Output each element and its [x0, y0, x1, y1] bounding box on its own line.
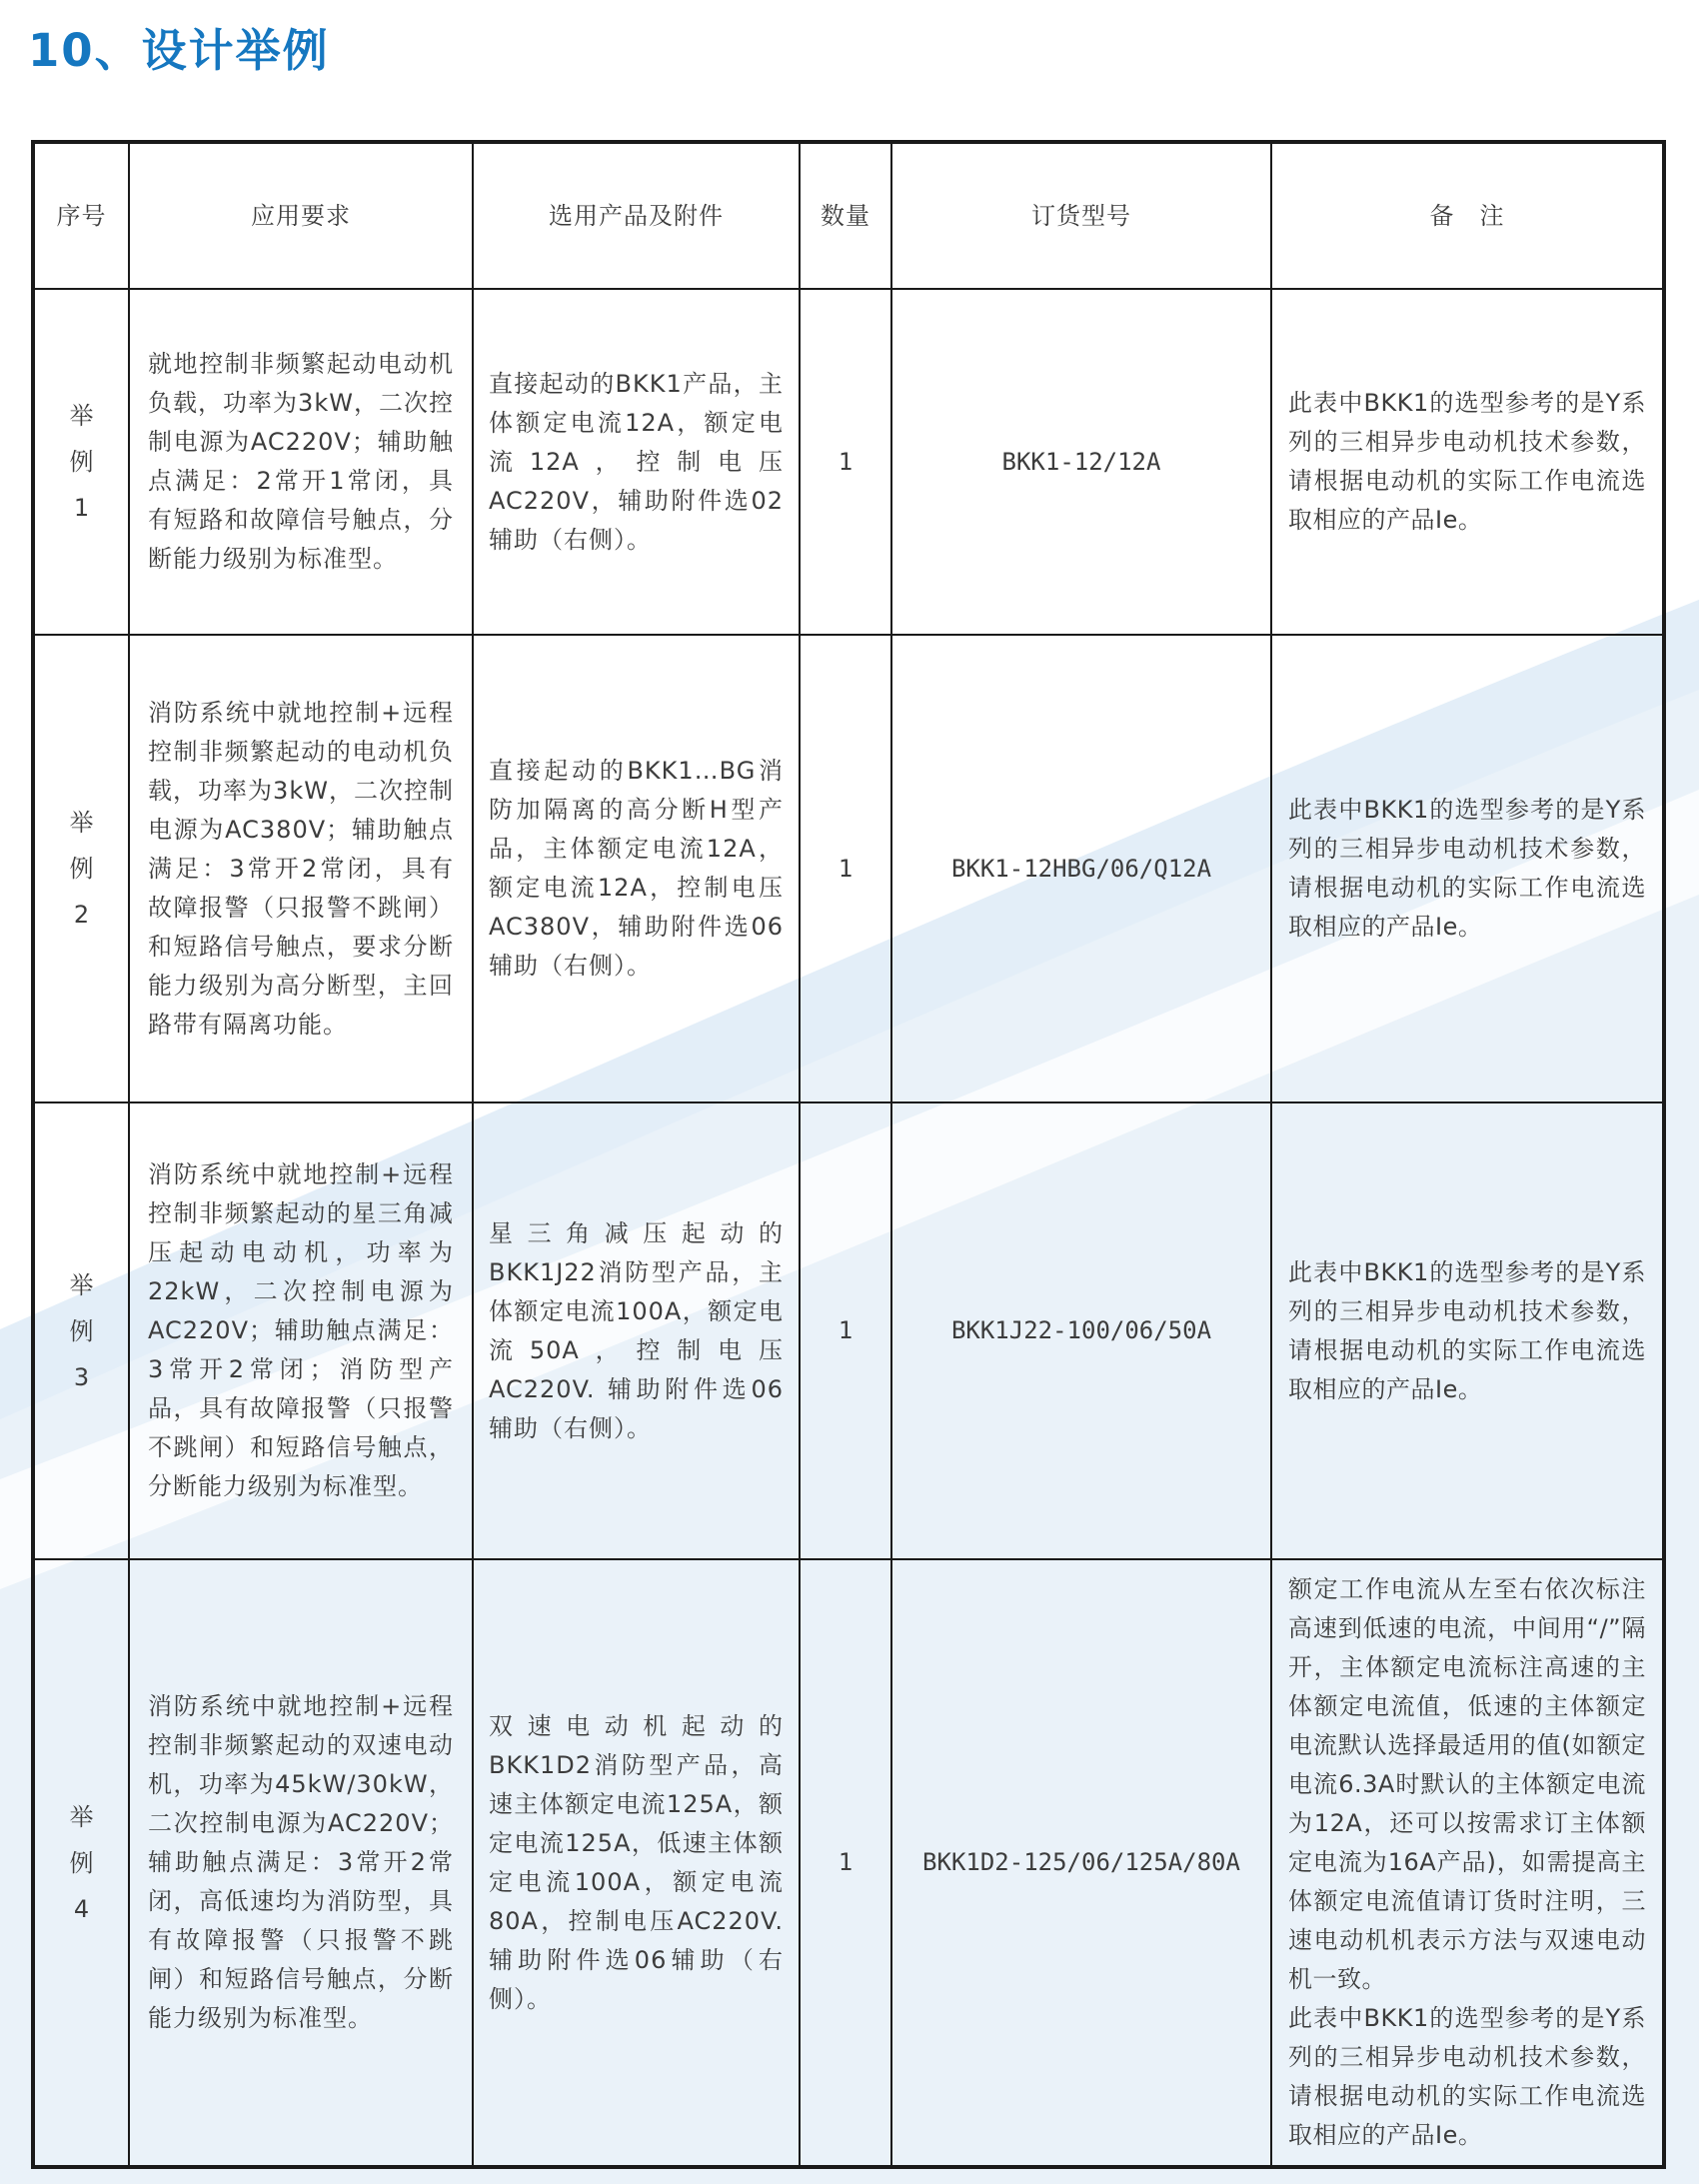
table-row: [33, 1102, 1664, 1559]
table-row: [33, 635, 1664, 1102]
table-row: [33, 1559, 1664, 2167]
cell-application: 就地控制非频繁起动电动机负载，功率为3kW，二次控制电源为AC220V；辅助触点满足：2常开1常闭，具有短路和故障信号触点，分断能力级别为标准型。: [129, 289, 473, 635]
cell-quantity: 1: [800, 1559, 891, 2167]
cell-application: 消防系统中就地控制+远程控制非频繁起动的星三角减压起动电动机，功率为22kW，二次控制电源为AC220V；辅助触点满足：3常开2常闭；消防型产品，具有故障报警（只报警不跳闸）和短路信号触点，分断能力级别为标准型。: [129, 1102, 473, 1559]
header-remark: 备 注: [1271, 142, 1664, 289]
header-quantity: 数量: [800, 142, 891, 289]
header-product: 选用产品及附件: [473, 142, 800, 289]
cell-product: 直接起动的BKK1…BG消防加隔离的高分断H型产品，主体额定电流12A，额定电流12A，控制电压AC380V，辅助附件选06辅助（右侧）。: [473, 635, 800, 1102]
cell-product: 双速电动机起动的BKK1D2消防型产品，高速主体额定电流125A，额定电流125A，低速主体额定电流100A，额定电流80A，控制电压AC220V. 辅助附件选06辅助（右侧）。: [473, 1559, 800, 2167]
cell-remark: 此表中BKK1的选型参考的是Y系列的三相异步电动机技术参数，请根据电动机的实际工作电流选取相应的产品Ie。: [1271, 1102, 1664, 1559]
cell-quantity: 1: [800, 1102, 891, 1559]
header-application: 应用要求: [129, 142, 473, 289]
cell-remark: 此表中BKK1的选型参考的是Y系列的三相异步电动机技术参数，请根据电动机的实际工作电流选取相应的产品Ie。: [1271, 635, 1664, 1102]
row-index: 举 例 4: [33, 1559, 129, 2167]
cell-application: 消防系统中就地控制+远程控制非频繁起动的双速电动机，功率为45kW/30kW，二次控制电源为AC220V；辅助触点满足：3常开2常闭，高低速均为消防型，具有故障报警（只报警不跳闸）和短路信号触点，分断能力级别为标准型。: [129, 1559, 473, 2167]
design-example-table: [31, 140, 1666, 2169]
row-index: 举 例 1: [33, 289, 129, 635]
header-index: 序号: [33, 142, 129, 289]
row-index: 举 例 3: [33, 1102, 129, 1559]
cell-model: BKK1J22-100/06/50A: [891, 1102, 1271, 1559]
cell-remark: 额定工作电流从左至右依次标注高速到低速的电流，中间用“/”隔开，主体额定电流标注高速的主体额定电流值，低速的主体额定电流默认选择最适用的值(如额定电流6.3A时默认的主体额定电流为12A，还可以按需求订主体额定电流为16A产品)，如需提高主体额定电流值请订货时注明，三速电动机机表示方法与双速电动机一致。 此表中BKK1的选型参考的是Y系列的三相异步电动机技术参数，请根据电动机的实际工作电流选取相应的产品Ie。: [1271, 1559, 1664, 2167]
cell-model: BKK1-12HBG/06/Q12A: [891, 635, 1271, 1102]
cell-product: 直接起动的BKK1产品，主体额定电流12A，额定电流12A，控制电压AC220V，辅助附件选02辅助（右侧）。: [473, 289, 800, 635]
cell-model: BKK1D2-125/06/125A/80A: [891, 1559, 1271, 2167]
cell-quantity: 1: [800, 289, 891, 635]
table-header-row: [33, 142, 1664, 289]
header-model: 订货型号: [891, 142, 1271, 289]
cell-product: 星三角减压起动的BKK1J22消防型产品，主体额定电流100A，额定电流50A，控制电压AC220V. 辅助附件选06辅助（右侧）。: [473, 1102, 800, 1559]
page-title: 10、设计举例: [28, 24, 330, 77]
cell-remark: 此表中BKK1的选型参考的是Y系列的三相异步电动机技术参数，请根据电动机的实际工作电流选取相应的产品Ie。: [1271, 289, 1664, 635]
table-row: [33, 289, 1664, 635]
cell-application: 消防系统中就地控制+远程控制非频繁起动的电动机负载，功率为3kW，二次控制电源为AC380V；辅助触点满足：3常开2常闭，具有故障报警（只报警不跳闸）和短路信号触点，要求分断能力级别为高分断型，主回路带有隔离功能。: [129, 635, 473, 1102]
row-index: 举 例 2: [33, 635, 129, 1102]
cell-quantity: 1: [800, 635, 891, 1102]
cell-model: BKK1-12/12A: [891, 289, 1271, 635]
